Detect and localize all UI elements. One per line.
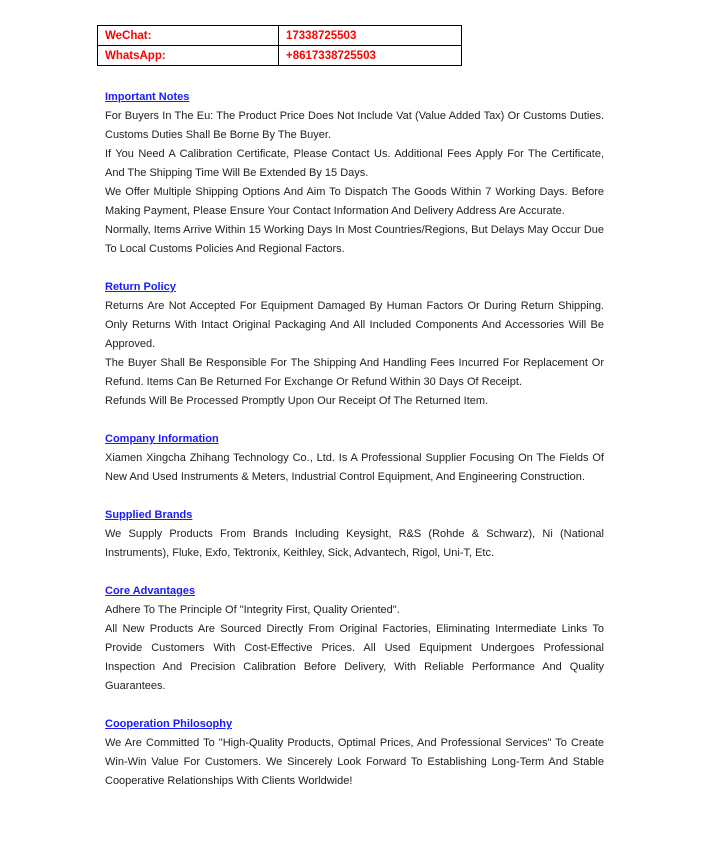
paragraph: If You Need A Calibration Certificate, Please Contact Us. Additional Fees Apply For The Certificate, And The Shipping Time Will Be Extended By 15 Days. xyxy=(105,148,604,179)
contact-label-whatsapp: WhatsApp: xyxy=(98,46,279,66)
table-row xyxy=(98,46,462,66)
paragraph: Refunds Will Be Processed Promptly Upon Our Receipt Of The Returned Item. xyxy=(105,395,489,407)
paragraph: Adhere To The Principle Of "Integrity First, Quality Oriented". xyxy=(105,604,400,616)
section-heading: Supplied Brands xyxy=(105,509,193,521)
section-supplied-brands xyxy=(105,506,604,563)
section-heading: Return Policy xyxy=(105,281,176,293)
paragraph: All New Products Are Sourced Directly From Original Factories, Eliminating Intermediate Links To Provide Customers With Cost-Effective Prices. All Used Equipment Undergoes Professional Inspection And Precision Calibration Before Delivery, With Reliable Performance And Quality Guarantees. xyxy=(105,623,604,692)
paragraph: For Buyers In The Eu: The Product Price Does Not Include Vat (Value Added Tax) Or Customs Duties. Customs Duties Shall Be Borne By The Buyer. xyxy=(105,110,604,141)
section-return-policy xyxy=(105,278,604,411)
document-body xyxy=(105,88,604,791)
section-heading: Cooperation Philosophy xyxy=(105,718,233,730)
section-heading: Core Advantages xyxy=(105,585,196,597)
paragraph: Xiamen Xingcha Zhihang Technology Co., Ltd. Is A Professional Supplier Focusing On The Fields Of New And Used Instruments & Meters, Industrial Control Equipment, And Engineering Construction. xyxy=(105,452,604,483)
section-cooperation-philosophy xyxy=(105,715,604,791)
contact-value-wechat: 17338725503 xyxy=(279,26,462,46)
paragraph: Normally, Items Arrive Within 15 Working Days In Most Countries/Regions, But Delays May Occur Due To Local Customs Policies And Regional Factors. xyxy=(105,224,604,255)
paragraph: We Are Committed To "High-Quality Products, Optimal Prices, And Professional Services" To Create Win-Win Value For Customers. We Sincerely Look Forward To Establishing Long-Term And Stable Cooperative Relationships With Clients Worldwide! xyxy=(105,737,604,787)
section-heading: Company Information xyxy=(105,433,219,445)
contact-label-wechat: WeChat: xyxy=(98,26,279,46)
contact-value-whatsapp: +8617338725503 xyxy=(279,46,462,66)
section-core-advantages xyxy=(105,582,604,696)
section-company-information xyxy=(105,430,604,487)
contact-table xyxy=(97,25,462,66)
paragraph: We Offer Multiple Shipping Options And Aim To Dispatch The Goods Within 7 Working Days. Before Making Payment, Please Ensure Your Contact Information And Delivery Address Are Accurate. xyxy=(105,186,604,217)
paragraph: We Supply Products From Brands Including Keysight, R&S (Rohde & Schwarz), Ni (National Instruments), Fluke, Exfo, Tektronix, Keithley, Sick, Advantech, Rigol, Uni-T, Etc. xyxy=(105,528,604,559)
paragraph: Returns Are Not Accepted For Equipment Damaged By Human Factors Or During Return Shipping. Only Returns With Intact Original Packaging And All Included Components And Accessories Will Be Approved. xyxy=(105,300,604,350)
section-heading: Important Notes xyxy=(105,91,190,103)
paragraph: The Buyer Shall Be Responsible For The Shipping And Handling Fees Incurred For Replacement Or Refund. Items Can Be Returned For Exchange Or Refund Within 30 Days Of Receipt. xyxy=(105,357,604,388)
table-row xyxy=(98,26,462,46)
section-important-notes xyxy=(105,88,604,259)
